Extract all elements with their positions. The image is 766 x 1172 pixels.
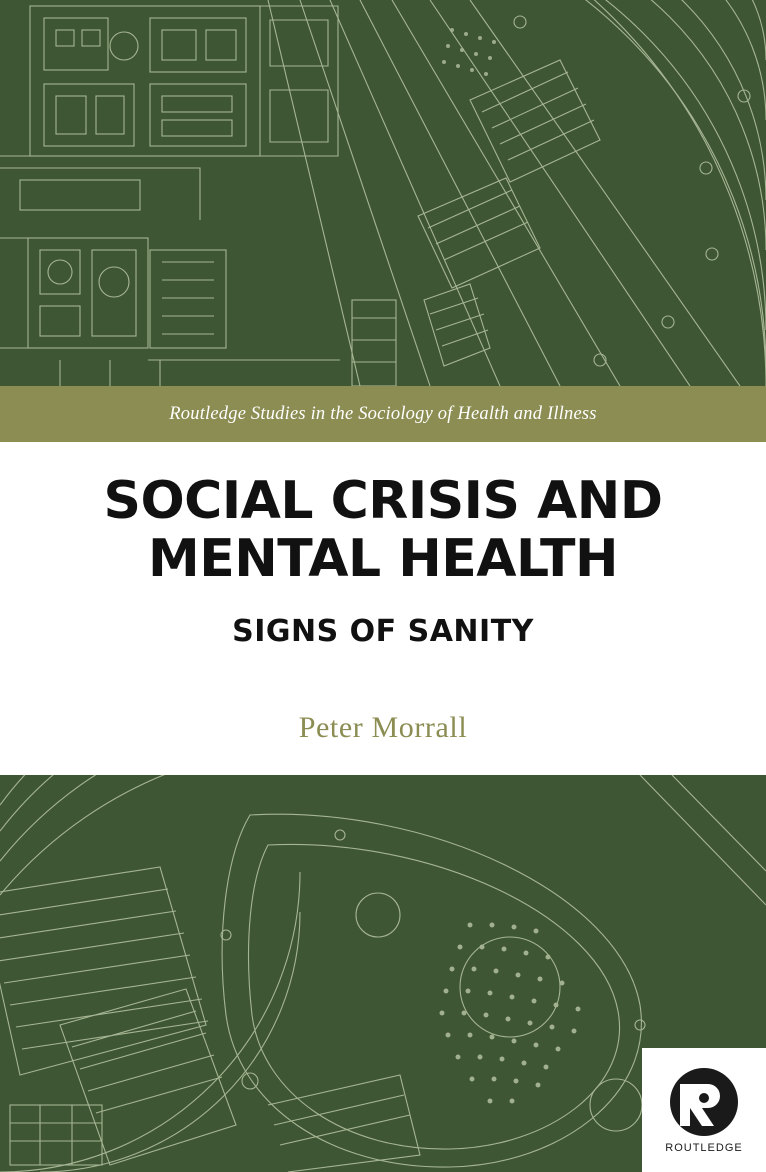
series-title: Routledge Studies in the Sociology of Health and Illness <box>169 403 597 424</box>
routledge-logo-icon <box>648 1054 760 1166</box>
book-subtitle: SIGNS OF SANITY <box>232 614 534 650</box>
publisher-logo <box>642 1048 766 1172</box>
title-panel <box>0 442 766 775</box>
series-band <box>0 386 766 442</box>
book-title: SOCIAL CRISIS AND MENTAL HEALTH <box>103 471 663 590</box>
cover-artwork-top <box>0 0 766 386</box>
book-author: Peter Morrall <box>298 711 468 745</box>
blueprint-lines-top <box>0 0 766 386</box>
svg-text:ROUTLEDGE: ROUTLEDGE <box>665 1142 743 1154</box>
